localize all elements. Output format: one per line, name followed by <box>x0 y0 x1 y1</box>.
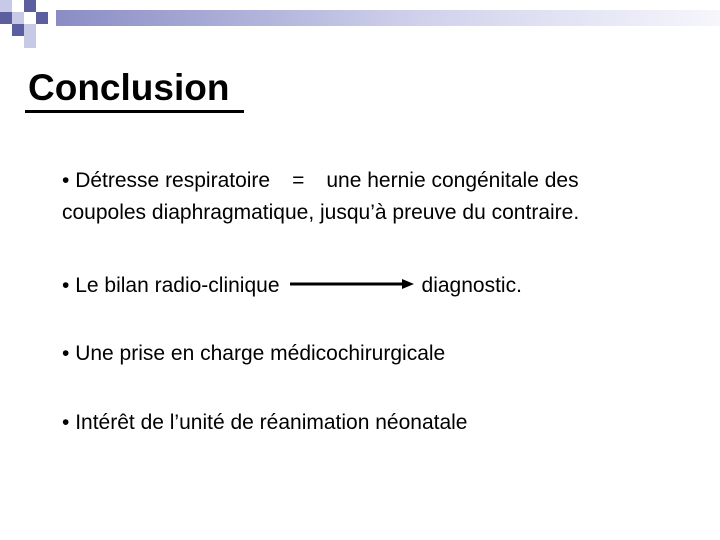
decoration-square <box>0 0 12 12</box>
header-gradient-bar <box>56 10 720 26</box>
right-arrow-icon <box>290 278 414 290</box>
decoration-square <box>24 0 36 12</box>
bullet-text-right: diagnostic. <box>421 274 522 297</box>
decoration-square <box>36 12 48 24</box>
bullet-continuation: coupoles diaphragmatique, jusqu’à preuve du contraire. <box>62 201 580 224</box>
decoration-square <box>12 0 24 12</box>
bullet-marker: • <box>62 169 70 192</box>
bullet-text-part2: une hernie congénitale des <box>326 169 579 192</box>
decoration-square <box>24 24 36 36</box>
bullet-text-left: Le bilan radio-clinique <box>75 274 280 297</box>
bullet-text-part1: Détresse respiratoire <box>75 169 271 192</box>
equals-sign: = <box>292 169 305 192</box>
bullet-text: Intérêt de l’unité de réanimation néonatale <box>75 411 468 434</box>
bullet-text: Une prise en charge médicochirurgicale <box>75 342 446 365</box>
decoration-square <box>12 24 24 36</box>
bullet-marker: • <box>62 342 70 365</box>
bullet-line <box>62 165 579 197</box>
header-decoration <box>0 0 720 50</box>
bullet-neonatal-icu <box>62 407 467 439</box>
bullet-medical-surgical-care <box>62 338 445 370</box>
bullet-diagnostic <box>62 270 522 302</box>
bullet-marker: • <box>62 274 70 297</box>
title-underline <box>25 110 244 113</box>
bullet-marker: • <box>62 411 70 434</box>
decoration-square <box>24 36 36 48</box>
bullet-respiratory-distress <box>62 165 579 229</box>
decoration-square <box>0 12 12 24</box>
decoration-square <box>12 12 24 24</box>
slide-title: Conclusion <box>28 67 230 108</box>
decoration-square <box>24 12 36 24</box>
